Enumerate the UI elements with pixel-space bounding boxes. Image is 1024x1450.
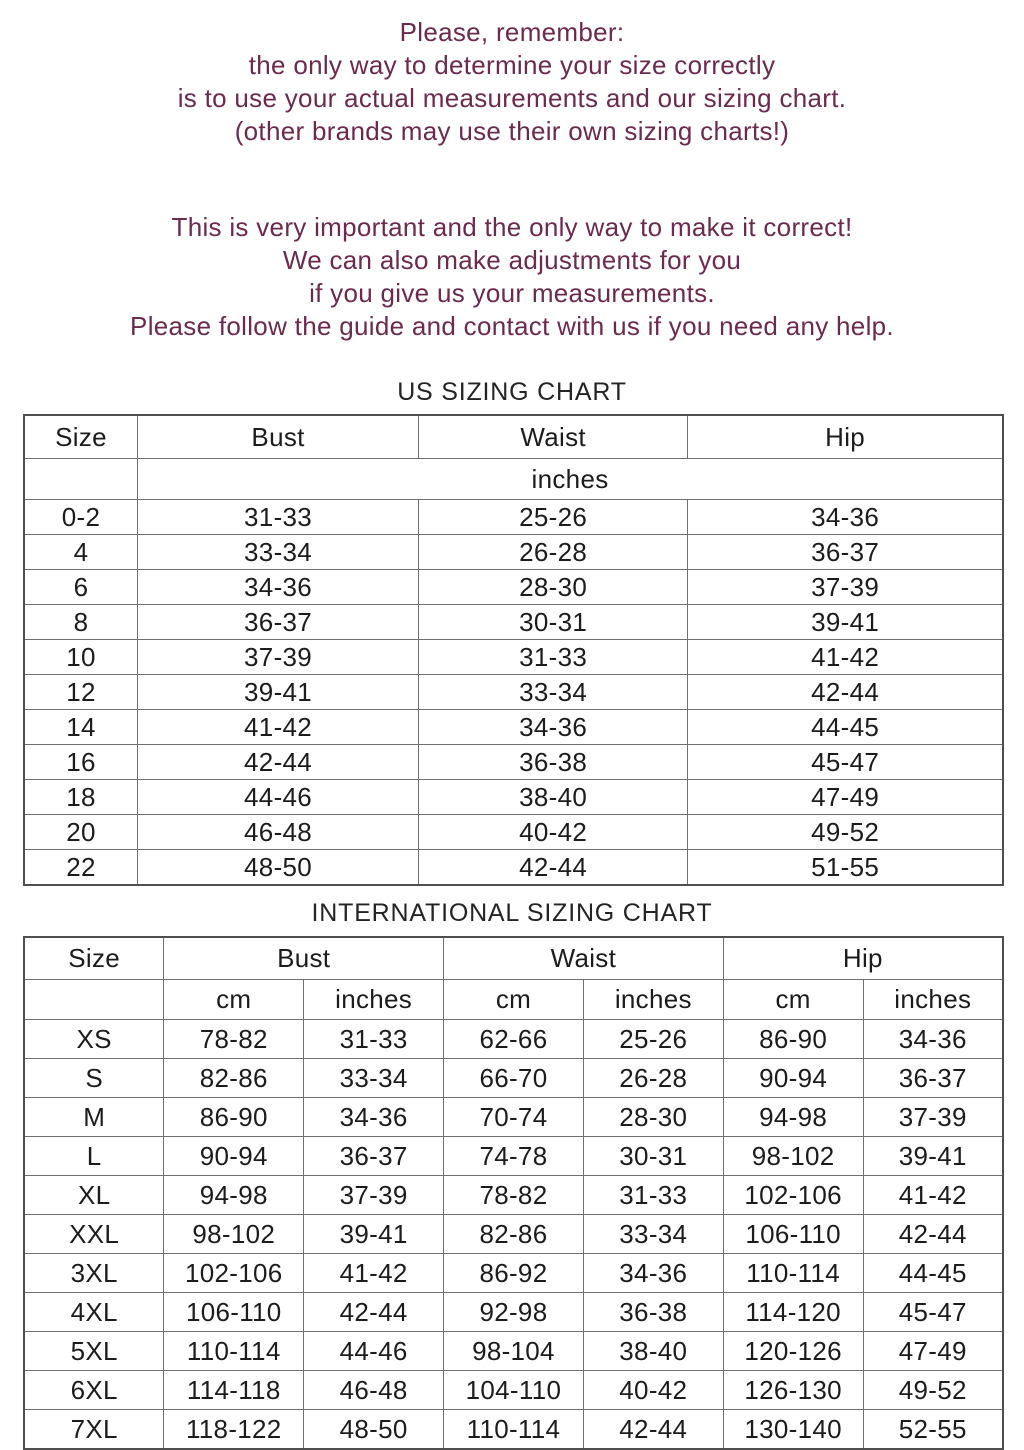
us-header-bust: Bust	[138, 415, 419, 459]
waist-inches-cell: 36-38	[583, 1293, 723, 1332]
intl-header-bust: Bust	[164, 937, 444, 980]
table-row	[24, 710, 1003, 745]
hip-inches-cell: 42-44	[863, 1215, 1003, 1254]
bust-cm-cell: 90-94	[164, 1137, 304, 1176]
us-sizing-table	[23, 414, 1004, 886]
table-row	[24, 640, 1003, 675]
bust-inches-cell: 36-37	[304, 1137, 444, 1176]
table-row	[24, 1098, 1003, 1137]
hip-inches-cell: 37-39	[863, 1098, 1003, 1137]
hip-cm-cell: 106-110	[723, 1215, 863, 1254]
hip-cell: 41-42	[688, 640, 1003, 675]
waist-cell: 36-38	[419, 745, 688, 780]
hip-cm-cell: 90-94	[723, 1059, 863, 1098]
bust-cell: 36-37	[138, 605, 419, 640]
intro-line: is to use your actual measurements and our sizing chart.	[177, 83, 847, 113]
hip-cm-cell: 126-130	[723, 1371, 863, 1410]
unit-label-cm: cm	[164, 980, 304, 1020]
size-cell: 22	[24, 850, 138, 886]
intl-header-size: Size	[24, 937, 164, 980]
size-cell: S	[24, 1059, 164, 1098]
hip-inches-cell: 41-42	[863, 1176, 1003, 1215]
bust-cm-cell: 82-86	[164, 1059, 304, 1098]
international-sizing-table	[23, 936, 1004, 1450]
size-cell: 8	[24, 605, 138, 640]
bust-cm-cell: 86-90	[164, 1098, 304, 1137]
paragraph-gap	[0, 148, 1024, 211]
size-cell: 4	[24, 535, 138, 570]
unit-label-inches: inches	[583, 980, 723, 1020]
intro-line: Please follow the guide and contact with us if you need any help.	[130, 311, 894, 341]
bust-cell: 34-36	[138, 570, 419, 605]
waist-inches-cell: 40-42	[583, 1371, 723, 1410]
waist-inches-cell: 34-36	[583, 1254, 723, 1293]
bust-cm-cell: 106-110	[164, 1293, 304, 1332]
hip-cm-cell: 94-98	[723, 1098, 863, 1137]
waist-inches-cell: 28-30	[583, 1098, 723, 1137]
bust-inches-cell: 37-39	[304, 1176, 444, 1215]
hip-cell: 45-47	[688, 745, 1003, 780]
intl-header-hip: Hip	[723, 937, 1003, 980]
hip-cm-cell: 86-90	[723, 1020, 863, 1059]
bust-cell: 37-39	[138, 640, 419, 675]
size-cell: L	[24, 1137, 164, 1176]
waist-cm-cell: 74-78	[444, 1137, 584, 1176]
intro-line: the only way to determine your size correctly	[248, 50, 776, 80]
size-cell: 3XL	[24, 1254, 164, 1293]
hip-cell: 36-37	[688, 535, 1003, 570]
size-cell: M	[24, 1098, 164, 1137]
size-cell: 6XL	[24, 1371, 164, 1410]
unit-label-cm: cm	[723, 980, 863, 1020]
waist-inches-cell: 30-31	[583, 1137, 723, 1176]
size-cell: XL	[24, 1176, 164, 1215]
waist-cm-cell: 82-86	[444, 1215, 584, 1254]
bust-cell: 46-48	[138, 815, 419, 850]
waist-inches-cell: 26-28	[583, 1059, 723, 1098]
waist-inches-cell: 25-26	[583, 1020, 723, 1059]
bust-inches-cell: 33-34	[304, 1059, 444, 1098]
us-header-waist: Waist	[419, 415, 688, 459]
hip-cell: 39-41	[688, 605, 1003, 640]
intro-text	[0, 0, 1024, 343]
table-row	[24, 1176, 1003, 1215]
table-row	[24, 1215, 1003, 1254]
bust-inches-cell: 48-50	[304, 1410, 444, 1450]
us-chart-title: US SIZING CHART	[397, 378, 627, 406]
waist-cell: 40-42	[419, 815, 688, 850]
hip-cell: 37-39	[688, 570, 1003, 605]
hip-cell: 42-44	[688, 675, 1003, 710]
size-cell: 20	[24, 815, 138, 850]
table-row	[24, 815, 1003, 850]
table-row	[24, 1332, 1003, 1371]
table-row	[24, 570, 1003, 605]
size-cell: 7XL	[24, 1410, 164, 1450]
hip-cm-cell: 114-120	[723, 1293, 863, 1332]
table-row	[24, 1020, 1003, 1059]
waist-inches-cell: 33-34	[583, 1215, 723, 1254]
waist-cm-cell: 78-82	[444, 1176, 584, 1215]
intl-units-row	[24, 980, 1003, 1020]
size-cell: 16	[24, 745, 138, 780]
waist-cm-cell: 92-98	[444, 1293, 584, 1332]
table-row	[24, 1254, 1003, 1293]
us-units-row	[24, 459, 1003, 500]
waist-cell: 26-28	[419, 535, 688, 570]
bust-cm-cell: 110-114	[164, 1332, 304, 1371]
hip-cell: 34-36	[688, 500, 1003, 535]
waist-cm-cell: 62-66	[444, 1020, 584, 1059]
bust-cm-cell: 102-106	[164, 1254, 304, 1293]
bust-cell: 33-34	[138, 535, 419, 570]
size-cell: 4XL	[24, 1293, 164, 1332]
us-header-hip: Hip	[688, 415, 1003, 459]
size-cell: 5XL	[24, 1332, 164, 1371]
bust-cell: 39-41	[138, 675, 419, 710]
us-header-size: Size	[24, 415, 138, 459]
hip-inches-cell: 34-36	[863, 1020, 1003, 1059]
waist-cell: 33-34	[419, 675, 688, 710]
unit-label-inches: inches	[863, 980, 1003, 1020]
bust-inches-cell: 42-44	[304, 1293, 444, 1332]
table-row	[24, 745, 1003, 780]
hip-inches-cell: 45-47	[863, 1293, 1003, 1332]
waist-cm-cell: 70-74	[444, 1098, 584, 1137]
waist-cell: 34-36	[419, 710, 688, 745]
bust-cell: 48-50	[138, 850, 419, 886]
international-chart-title: INTERNATIONAL SIZING CHART	[311, 899, 713, 927]
bust-cell: 42-44	[138, 745, 419, 780]
table-row	[24, 675, 1003, 710]
waist-cm-cell: 104-110	[444, 1371, 584, 1410]
hip-inches-cell: 47-49	[863, 1332, 1003, 1371]
intl-header-row	[24, 937, 1003, 980]
hip-inches-cell: 39-41	[863, 1137, 1003, 1176]
bust-cm-cell: 78-82	[164, 1020, 304, 1059]
bust-cm-cell: 94-98	[164, 1176, 304, 1215]
hip-cm-cell: 130-140	[723, 1410, 863, 1450]
hip-cm-cell: 110-114	[723, 1254, 863, 1293]
waist-cell: 31-33	[419, 640, 688, 675]
hip-cm-cell: 102-106	[723, 1176, 863, 1215]
table-row	[24, 850, 1003, 886]
intro-line: Please, remember:	[399, 17, 625, 47]
hip-inches-cell: 36-37	[863, 1059, 1003, 1098]
table-row	[24, 1293, 1003, 1332]
size-cell: 10	[24, 640, 138, 675]
bust-cell: 44-46	[138, 780, 419, 815]
bust-cell: 31-33	[138, 500, 419, 535]
size-cell: 12	[24, 675, 138, 710]
table-row	[24, 500, 1003, 535]
waist-cm-cell: 110-114	[444, 1410, 584, 1450]
bust-inches-cell: 41-42	[304, 1254, 444, 1293]
waist-cell: 30-31	[419, 605, 688, 640]
bust-cm-cell: 98-102	[164, 1215, 304, 1254]
hip-cm-cell: 120-126	[723, 1332, 863, 1371]
waist-cell: 25-26	[419, 500, 688, 535]
waist-cell: 42-44	[419, 850, 688, 886]
table-row	[24, 1059, 1003, 1098]
intro-line: This is very important and the only way to make it correct!	[171, 212, 853, 242]
waist-cm-cell: 98-104	[444, 1332, 584, 1371]
table-row	[24, 535, 1003, 570]
intl-units-empty-cell	[24, 980, 164, 1020]
table-row	[24, 780, 1003, 815]
unit-label-cm: cm	[444, 980, 584, 1020]
hip-cell: 44-45	[688, 710, 1003, 745]
bust-inches-cell: 31-33	[304, 1020, 444, 1059]
size-cell: XS	[24, 1020, 164, 1059]
waist-cell: 38-40	[419, 780, 688, 815]
bust-inches-cell: 46-48	[304, 1371, 444, 1410]
us-units-empty-cell	[24, 459, 138, 500]
hip-cell: 49-52	[688, 815, 1003, 850]
hip-inches-cell: 44-45	[863, 1254, 1003, 1293]
intl-header-waist: Waist	[444, 937, 724, 980]
size-cell: 18	[24, 780, 138, 815]
bust-inches-cell: 39-41	[304, 1215, 444, 1254]
bust-cm-cell: 118-122	[164, 1410, 304, 1450]
bust-inches-cell: 34-36	[304, 1098, 444, 1137]
table-row	[24, 1137, 1003, 1176]
table-row	[24, 1410, 1003, 1450]
size-cell: 0-2	[24, 500, 138, 535]
waist-cm-cell: 66-70	[444, 1059, 584, 1098]
waist-inches-cell: 38-40	[583, 1332, 723, 1371]
waist-inches-cell: 31-33	[583, 1176, 723, 1215]
waist-cell: 28-30	[419, 570, 688, 605]
hip-cell: 51-55	[688, 850, 1003, 886]
hip-inches-cell: 49-52	[863, 1371, 1003, 1410]
waist-inches-cell: 42-44	[583, 1410, 723, 1450]
bust-cell: 41-42	[138, 710, 419, 745]
intro-line: We can also make adjustments for you	[282, 245, 742, 275]
hip-inches-cell: 52-55	[863, 1410, 1003, 1450]
intro-line: if you give us your measurements.	[309, 278, 715, 308]
size-cell: XXL	[24, 1215, 164, 1254]
hip-cm-cell: 98-102	[723, 1137, 863, 1176]
size-cell: 14	[24, 710, 138, 745]
hip-cell: 47-49	[688, 780, 1003, 815]
table-row	[24, 605, 1003, 640]
table-row	[24, 1371, 1003, 1410]
unit-label-inches: inches	[304, 980, 444, 1020]
bust-inches-cell: 44-46	[304, 1332, 444, 1371]
us-header-row	[24, 415, 1003, 459]
us-units-label: inches	[138, 459, 1003, 500]
waist-cm-cell: 86-92	[444, 1254, 584, 1293]
size-cell: 6	[24, 570, 138, 605]
intro-line: (other brands may use their own sizing charts!)	[234, 116, 790, 146]
bust-cm-cell: 114-118	[164, 1371, 304, 1410]
